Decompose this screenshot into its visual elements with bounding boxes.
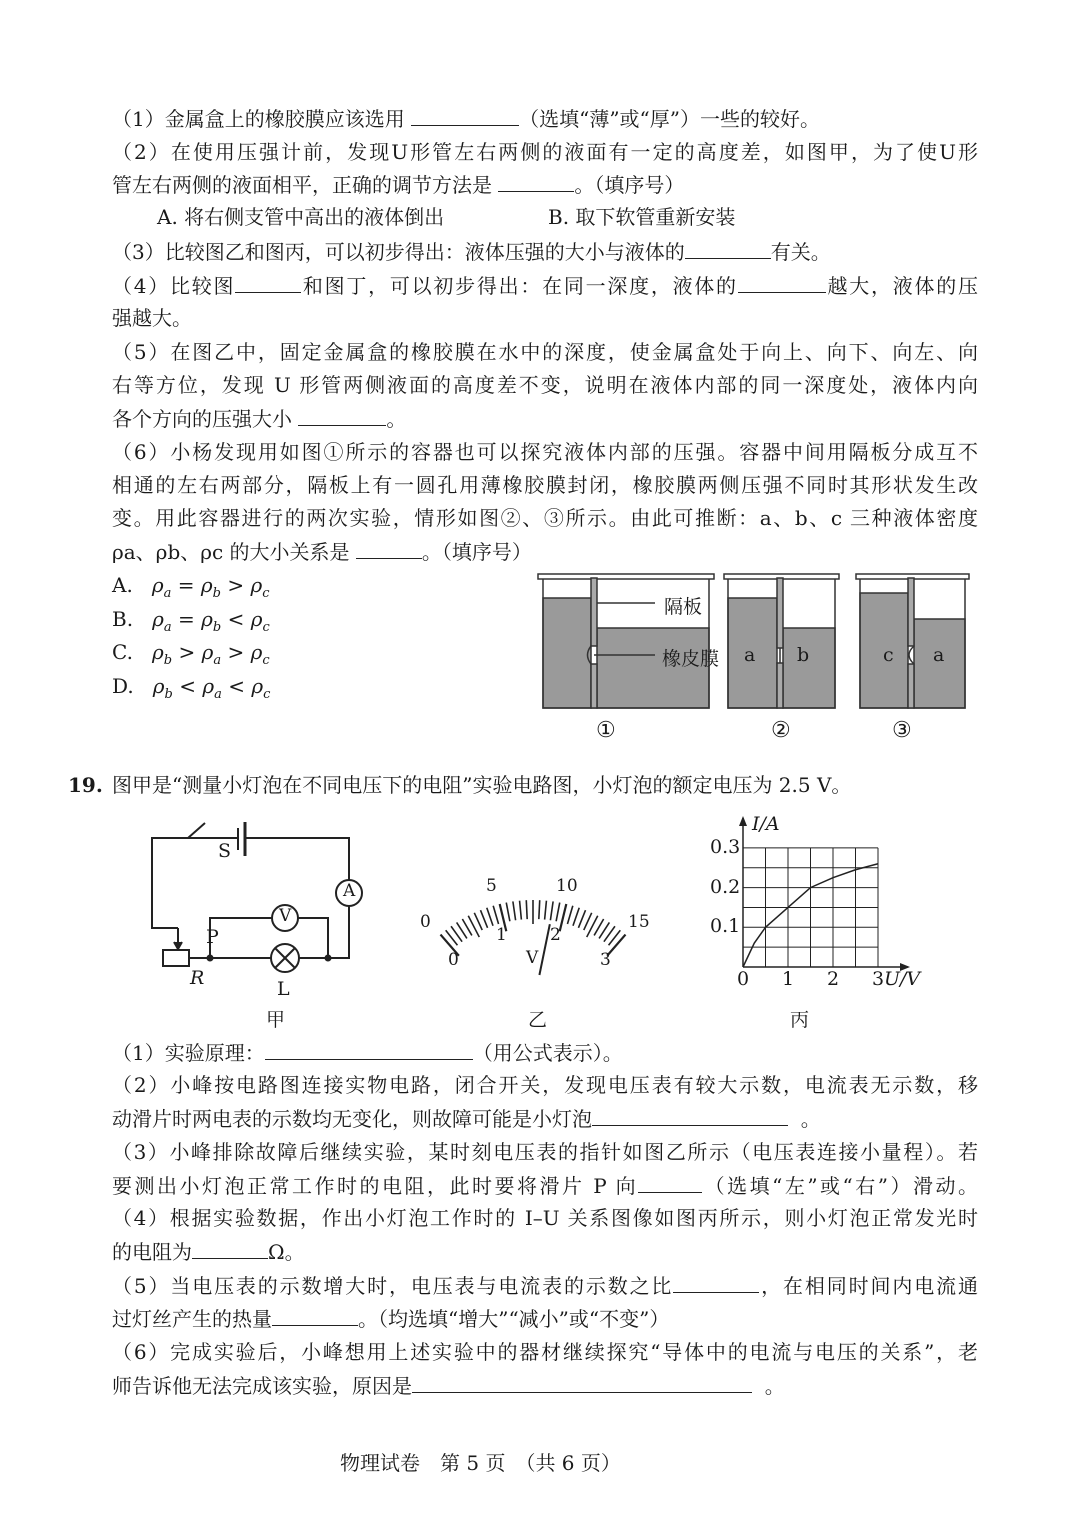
q18-6: （6）小杨发现用如图①所示的容器也可以探究液体内部的压强。容器中间用隔板分成互不 bbox=[112, 440, 978, 464]
meter-scale-label: 15 bbox=[628, 912, 650, 932]
answer-blank[interactable] bbox=[272, 1303, 358, 1326]
meter-tick bbox=[474, 913, 482, 930]
voltmeter-label: V bbox=[279, 906, 292, 926]
text: 有关。 bbox=[770, 240, 831, 264]
text: 师告诉他无法完成该实验，原因是 bbox=[112, 1374, 412, 1398]
relation: > bbox=[227, 573, 245, 597]
meter-tick bbox=[545, 901, 547, 920]
subscript: a bbox=[213, 653, 222, 668]
switch-label: S bbox=[218, 840, 232, 862]
q19-1 bbox=[112, 1037, 978, 1067]
liquid-label: a bbox=[933, 644, 945, 666]
subscript: b bbox=[164, 686, 173, 702]
text: 越大，液体的压 bbox=[825, 274, 978, 298]
meter-tick bbox=[506, 903, 510, 922]
subscript: c bbox=[262, 619, 270, 635]
text: ，在相同时间内电流通 bbox=[759, 1274, 978, 1298]
beaker-3 bbox=[856, 574, 969, 708]
text: 。（填序号） bbox=[421, 540, 532, 564]
meter-tick bbox=[480, 910, 487, 928]
answer-blank[interactable] bbox=[592, 1103, 788, 1126]
rheostat-label: R bbox=[190, 967, 205, 989]
text: （选填“左”或“右”）滑动。 bbox=[702, 1174, 978, 1198]
text: 各个方向的压强大小 bbox=[112, 407, 299, 431]
meter-tick bbox=[584, 913, 592, 930]
meter-unit: V bbox=[526, 948, 539, 968]
ammeter-label: A bbox=[343, 881, 356, 901]
relation: < bbox=[228, 673, 245, 698]
relation: < bbox=[179, 673, 196, 698]
meter-tick bbox=[493, 906, 498, 924]
q19-stem: 图甲是“测量小灯泡在不同电压下的电阻”实验电路图，小灯泡的额定电压为 2.5 V。 bbox=[112, 773, 852, 797]
text: Ω。 bbox=[268, 1240, 305, 1264]
slider-label: P bbox=[206, 926, 219, 948]
caption: 丙 bbox=[790, 1009, 810, 1031]
density-option: D. $\rho_b < \rho_a < \rho_c$ bbox=[112, 673, 271, 702]
q19-3: （3）小峰排除故障后继续实验，某时刻电压表的指针如图乙所示（电压表连接小量程）。若 bbox=[112, 1140, 978, 1164]
membrane-label: 橡皮膜 bbox=[662, 648, 720, 670]
relation: = bbox=[178, 606, 195, 631]
answer-blank[interactable] bbox=[265, 1037, 473, 1060]
lamp-label: L bbox=[277, 978, 290, 1000]
q18-5b: 右等方位，发现 U 形管两侧液面的高度差不变，说明在液体内部的同一深度处，液体内向 bbox=[112, 373, 978, 397]
meter-scale-label: 5 bbox=[486, 876, 497, 896]
liquid-label: b bbox=[797, 644, 810, 666]
q19-2b bbox=[112, 1103, 978, 1133]
circuit-diagram bbox=[152, 822, 362, 972]
page-footer: 物理试卷 第 5 页 （共 6 页） bbox=[340, 1451, 621, 1475]
q18-option-a: A. 将右侧支管中高出的液体倒出 bbox=[157, 205, 445, 229]
text: ρa、ρb、ρc 的大小关系是 bbox=[112, 540, 356, 564]
text: （1）实验原理： bbox=[112, 1041, 265, 1065]
caption: ① bbox=[596, 718, 616, 743]
meter-tick bbox=[556, 903, 560, 922]
meter-scale-label: 1 bbox=[496, 925, 507, 945]
caption: ② bbox=[771, 718, 791, 743]
text: 。 bbox=[764, 1374, 785, 1398]
meter-tick bbox=[578, 910, 585, 928]
meter-scale-label: 0 bbox=[448, 950, 459, 970]
meter-tick bbox=[513, 901, 516, 920]
q18-6b: 相通的左右两部分，隔板上有一圆孔用薄橡胶膜封闭，橡胶膜两侧压强不同时其形状发生改 bbox=[112, 473, 978, 497]
meter-tick bbox=[487, 908, 493, 926]
meter-scale-label: 10 bbox=[556, 876, 578, 896]
q18-2: （2）在使用压强计前，发现U形管左右两侧的液面有一定的高度差，如图甲，为了使U形 bbox=[112, 140, 978, 164]
text: （选填“薄”或“厚”）一些的较好。 bbox=[519, 107, 820, 131]
density-option: B. $\rho_a = \rho_b < \rho_c$ bbox=[112, 606, 270, 635]
text: 过灯丝产生的热量 bbox=[112, 1307, 272, 1331]
y-arrow-icon bbox=[739, 816, 747, 826]
relation: < bbox=[227, 606, 245, 631]
answer-blank[interactable] bbox=[673, 1270, 759, 1293]
q19-5 bbox=[112, 1270, 978, 1300]
q18-5: （5）在图乙中，固定金属盒的橡胶膜在水中的深度，使金属盒处于向上、向下、向左、向 bbox=[112, 340, 978, 364]
x-tick-label: 1 bbox=[782, 968, 795, 990]
liquid-label: a bbox=[744, 644, 756, 666]
beaker-2 bbox=[724, 574, 839, 708]
q19-6b bbox=[112, 1370, 978, 1400]
x-tick-label: 0 bbox=[737, 968, 750, 990]
density-option: C. $\rho_b > \rho_a > \rho_c$ bbox=[112, 640, 270, 668]
subscript: b bbox=[212, 619, 222, 635]
text: （3）比较图乙和图丙，可以初步得出：液体压强的大小与液体的 bbox=[112, 240, 685, 264]
meter-scale-label: 3 bbox=[600, 950, 611, 970]
subscript: b bbox=[212, 586, 221, 601]
relation: = bbox=[177, 573, 195, 597]
answer-blank[interactable] bbox=[192, 1236, 268, 1259]
subscript: c bbox=[262, 653, 270, 668]
option-label: C. bbox=[112, 640, 133, 664]
text: 要测出小灯泡正常工作时的电阻，此时要将滑片 P 向 bbox=[112, 1174, 639, 1198]
subscript: c bbox=[262, 586, 270, 601]
x-tick-label: 3 bbox=[872, 968, 885, 990]
y-tick-label: 0.1 bbox=[710, 915, 741, 938]
text: 和图丁，可以初步得出：在同一深度，液体的 bbox=[301, 274, 738, 298]
q19-2: （2）小峰按电路图连接实物电路，闭合开关，发现电压表有较大示数，电流表无示数，移 bbox=[112, 1073, 978, 1097]
density-option: A. $\rho_a = \rho_b > \rho_c$ bbox=[112, 573, 270, 601]
x-tick-label: 2 bbox=[827, 968, 840, 990]
partition-label: 隔板 bbox=[664, 596, 703, 618]
text: 。 bbox=[800, 1107, 821, 1131]
caption: ③ bbox=[892, 718, 912, 743]
relation: > bbox=[227, 640, 245, 664]
meter-tick bbox=[567, 906, 572, 924]
option-label: A. bbox=[112, 573, 133, 597]
q18-option-b: B. 取下软管重新安装 bbox=[548, 205, 736, 229]
y-tick-label: 0.3 bbox=[710, 835, 741, 858]
meter-tick bbox=[520, 901, 522, 920]
q19-6: （6）完成实验后，小峰想用上述实验中的器材继续探究“导体中的电流与电压的关系”，老 bbox=[112, 1340, 978, 1364]
q19-5b bbox=[112, 1303, 978, 1333]
meter-scale-label: 0 bbox=[420, 912, 431, 932]
text: 。 bbox=[386, 407, 407, 431]
iu-graph bbox=[739, 816, 910, 971]
option-label: D. bbox=[112, 673, 134, 698]
meter-scale-label: 2 bbox=[550, 925, 561, 945]
text: 管左右两侧的液面相平，正确的调节方法是 bbox=[112, 173, 499, 197]
x-axis-label: U/V bbox=[884, 968, 921, 990]
q19-number: 19. bbox=[68, 773, 103, 797]
caption: 甲 bbox=[266, 1009, 286, 1031]
answer-blank[interactable] bbox=[638, 1170, 702, 1193]
meter-tick bbox=[550, 901, 553, 920]
relation: > bbox=[178, 640, 196, 664]
subscript: a bbox=[214, 686, 222, 702]
y-tick-label: 0.2 bbox=[710, 875, 741, 898]
meter-tick bbox=[573, 908, 579, 926]
text: （5）当电压表的示数增大时，电压表与电流表的示数之比 bbox=[112, 1274, 674, 1298]
meter-tick bbox=[539, 900, 540, 919]
q19-4b bbox=[112, 1236, 978, 1266]
q18-6c: 变。用此容器进行的两次实验，情形如图②、③所示。由此可推断：a、b、c 三种液体密度 bbox=[112, 506, 978, 530]
q19-3b bbox=[112, 1170, 978, 1200]
text: （用公式表示）。 bbox=[472, 1041, 623, 1065]
text: 动滑片时两电表的示数均无变化，则故障可能是小灯泡 bbox=[112, 1107, 592, 1131]
text: 。（填序号） bbox=[574, 173, 685, 197]
caption: 乙 bbox=[528, 1009, 548, 1031]
answer-blank[interactable] bbox=[412, 1370, 752, 1393]
subscript: a bbox=[163, 586, 172, 601]
text: （4）比较图 bbox=[112, 274, 236, 298]
meter-needle bbox=[539, 924, 549, 975]
y-axis-label: I/A bbox=[752, 813, 780, 835]
text: 。（均选填“增大”“减小”或“不变”） bbox=[358, 1307, 670, 1331]
meter-tick bbox=[526, 900, 527, 919]
option-label: B. bbox=[112, 606, 134, 631]
text: （1）金属盒上的橡胶膜应该选用 bbox=[112, 107, 412, 131]
subscript: c bbox=[263, 686, 271, 702]
subscript: a bbox=[163, 619, 172, 635]
liquid-label: c bbox=[883, 644, 894, 666]
q19-4: （4）根据实验数据，作出小灯泡工作时的 I–U 关系图像如图丙所示，则小灯泡正常发光时 bbox=[112, 1206, 978, 1230]
text: 的电阻为 bbox=[112, 1240, 192, 1264]
subscript: b bbox=[163, 653, 173, 668]
q18-4b: 强越大。 bbox=[112, 306, 192, 330]
